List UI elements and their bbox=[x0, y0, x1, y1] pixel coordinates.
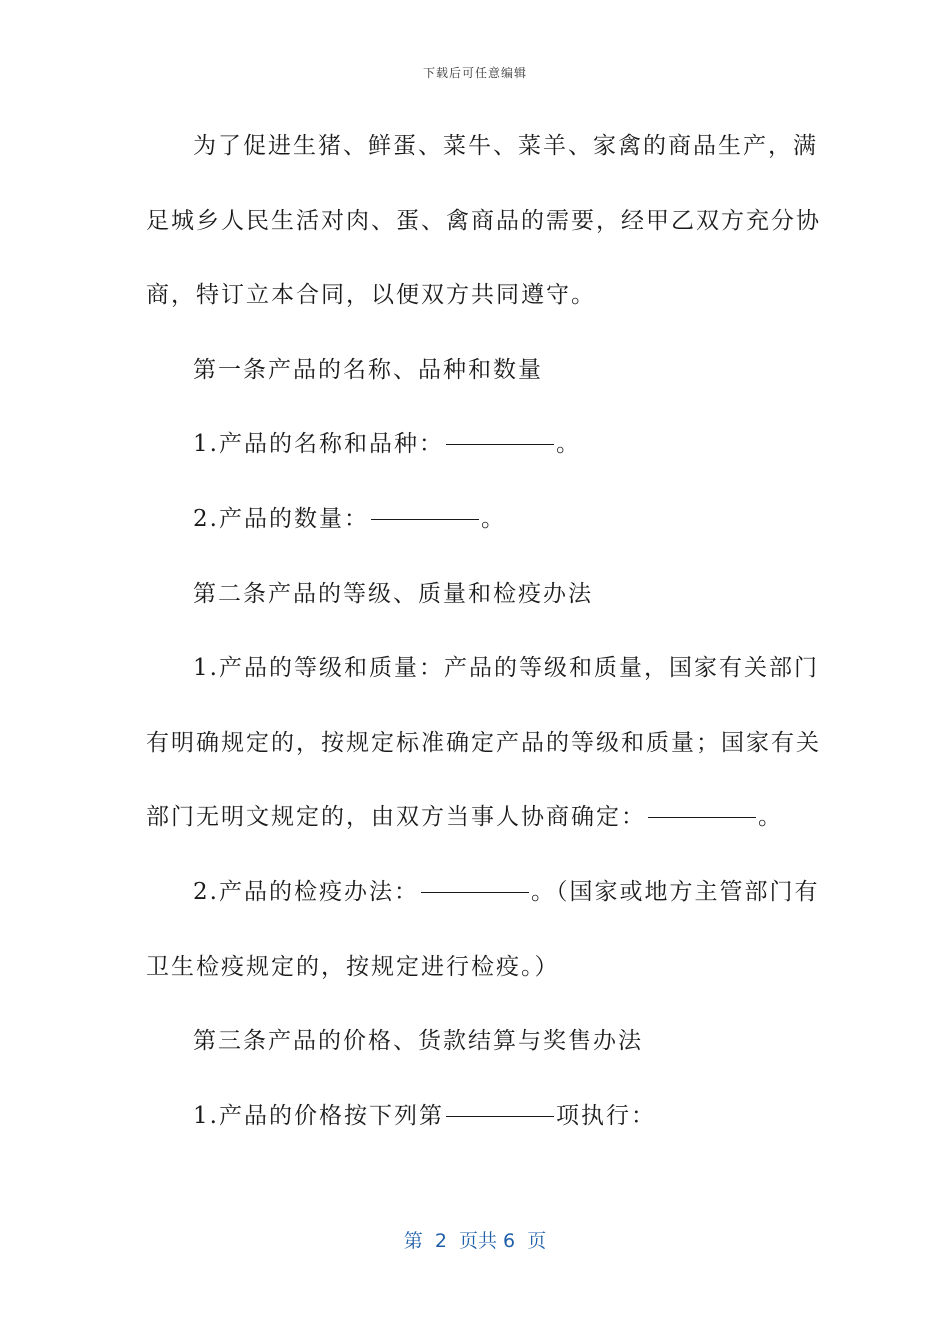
document-body bbox=[146, 118, 821, 1162]
clause-text: 。 bbox=[480, 505, 506, 532]
clause-item bbox=[146, 1088, 806, 1163]
paragraph-line: 1.产品的等级和质量：产品的等级和质量，国家有关部门 bbox=[193, 655, 819, 682]
paragraph-line: 有明确规定的，按规定标准确定产品的等级和质量；国家有关 bbox=[146, 729, 821, 756]
clause-item bbox=[146, 416, 806, 491]
fill-in-blank bbox=[648, 816, 756, 818]
clause-item bbox=[146, 789, 806, 864]
page-header-note: 下载后可任意编辑 bbox=[422, 66, 527, 80]
clause-text: 2.产品的检疫办法： bbox=[193, 878, 419, 905]
fill-in-blank bbox=[421, 891, 529, 893]
clause-text: 2.产品的数量： bbox=[193, 505, 369, 532]
clause-text: 。（国家或地方主管部门有 bbox=[530, 878, 820, 905]
clause-item bbox=[146, 491, 806, 566]
article-title-1: 第一条产品的名称、品种和数量 bbox=[193, 356, 543, 383]
article-title-3: 第三条产品的价格、货款结算与奖售办法 bbox=[193, 1028, 643, 1055]
clause-item bbox=[146, 864, 820, 939]
fill-in-blank bbox=[446, 1115, 554, 1117]
article-title-2: 第二条产品的等级、质量和检疫办法 bbox=[193, 580, 593, 607]
clause-text: 。 bbox=[758, 804, 783, 831]
paragraph-line: 足城乡人民生活对肉、蛋、禽商品的需要，经甲乙双方充分协 bbox=[146, 207, 821, 234]
clause-text: 部门无明文规定的，由双方当事人协商确定： bbox=[146, 804, 646, 831]
paragraph-line: 卫生检疫规定的，按规定进行检疫。） bbox=[146, 953, 560, 980]
paragraph-line: 为了促进生猪、鲜蛋、菜牛、菜羊、家禽的商品生产，满 bbox=[193, 133, 818, 159]
page-number-footer: 第 2 页共 6 页 bbox=[403, 1230, 547, 1252]
fill-in-blank bbox=[446, 443, 554, 445]
clause-text: 。 bbox=[555, 431, 581, 458]
clause-text: 1.产品的名称和品种： bbox=[193, 431, 444, 458]
fill-in-blank bbox=[371, 518, 479, 520]
paragraph-line: 商，特订立本合同，以便双方共同遵守。 bbox=[146, 282, 596, 309]
clause-text: 1.产品的价格按下列第 bbox=[193, 1102, 444, 1129]
clause-text: 项执行： bbox=[555, 1102, 656, 1129]
